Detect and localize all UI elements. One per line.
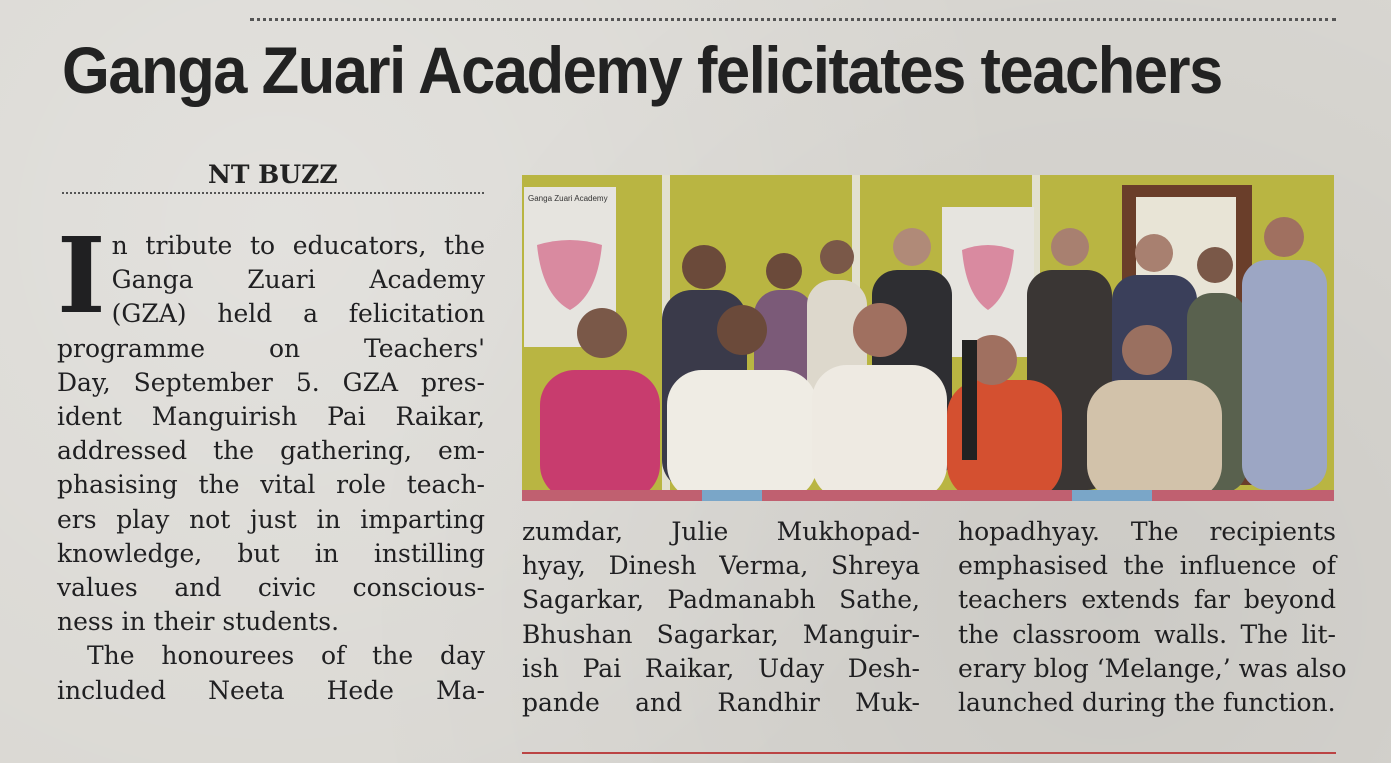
text-line: emphasised the influence of <box>958 551 1336 581</box>
text-line: programme on Teachers' <box>57 333 485 363</box>
byline: NT BUZZ <box>208 160 338 189</box>
text-line: phasising the vital role teach- <box>57 470 485 500</box>
text-line: ness in their students. <box>57 607 340 637</box>
text-line: (GZA) held a felicitation <box>111 299 485 329</box>
text-line: included Neeta Hede Ma- <box>57 675 485 705</box>
text-line: hyay, Dinesh Verma, Shreya <box>522 551 920 581</box>
text-line: ish Pai Raikar, Uday Desh- <box>522 653 920 683</box>
text-line: knowledge, but in instilling <box>57 538 485 568</box>
text-line: zumdar, Julie Mukhopad- <box>522 517 920 546</box>
column-2 <box>522 515 920 720</box>
text-line: teachers extends far beyond <box>958 585 1336 615</box>
text-line: Day, September 5. GZA pres- <box>57 367 485 397</box>
poster-center <box>942 207 1034 357</box>
text-line: Ganga Zuari Academy <box>111 265 485 295</box>
top-divider <box>250 18 1336 21</box>
text-line: hopadhyay. The recipients <box>958 517 1336 546</box>
drop-cap: I <box>57 214 106 337</box>
text-line: ers play not just in imparting <box>57 504 485 534</box>
bottom-rule <box>522 752 1336 754</box>
byline-divider <box>62 192 484 194</box>
text-line: the classroom walls. The lit- <box>958 619 1336 649</box>
headline: Ganga Zuari Academy felicitates teachers <box>62 33 1222 107</box>
text-line: Sagarkar, Padmanabh Sathe, <box>522 585 920 615</box>
text-line: n tribute to educators, the <box>111 231 485 260</box>
text-line: ident Manguirish Pai Raikar, <box>57 402 485 432</box>
text-line: values and civic conscious- <box>57 573 485 603</box>
text-line: The honourees of the day <box>87 641 485 671</box>
text-line: launched during the function. <box>958 688 1336 718</box>
poster-text: Ganga Zuari Academy <box>528 194 608 203</box>
group-photo <box>522 175 1334 501</box>
column-3 <box>958 515 1347 720</box>
text-line: Bhushan Sagarkar, Manguir- <box>522 619 920 649</box>
text-line: erary blog ‘Melange,’ was also <box>958 653 1347 683</box>
text-line: addressed the gathering, em- <box>57 436 485 466</box>
column-1 <box>57 214 485 708</box>
text-line: pande and Randhir Muk- <box>522 688 920 718</box>
